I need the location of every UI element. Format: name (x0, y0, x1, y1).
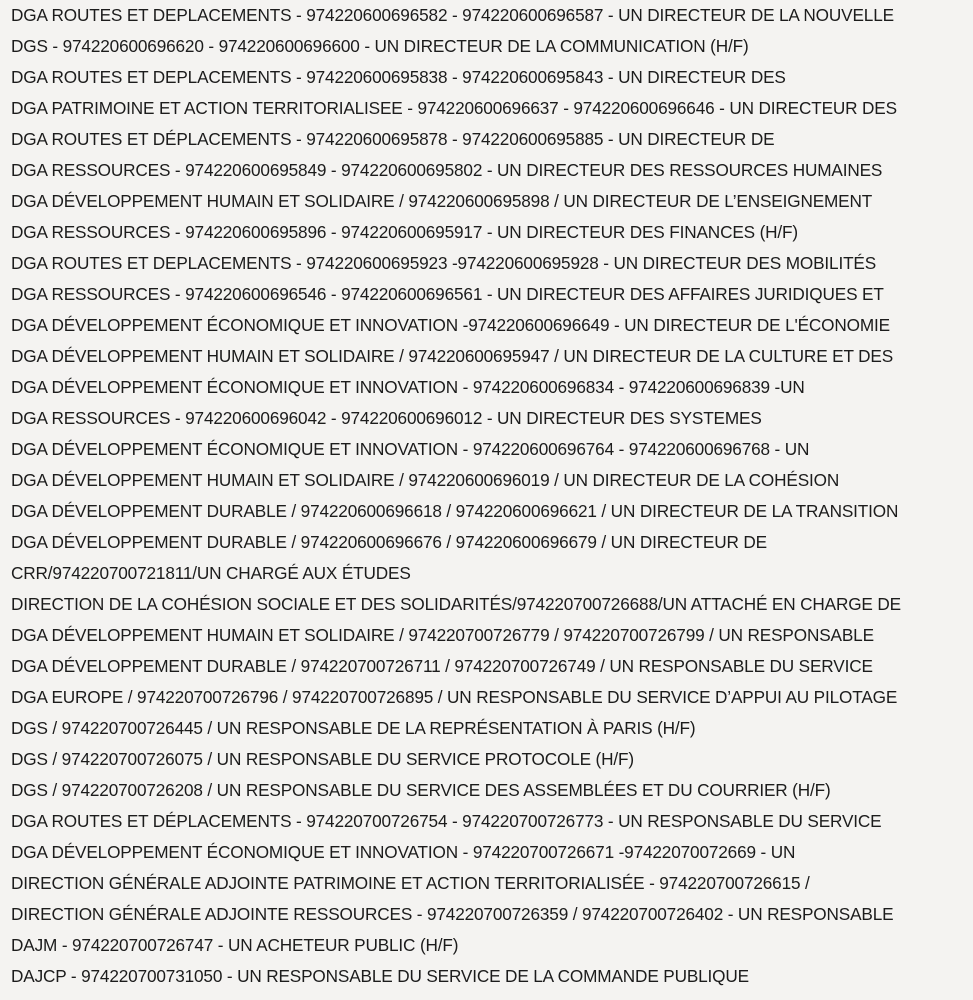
listing-line: CRR/974220700721811/UN CHARGÉ AUX ÉTUDES (11, 563, 411, 583)
listing-line: DGA ROUTES ET DEPLACEMENTS - 974220600696582 - 974220600696587 - UN DIRECTEUR DE LA NOUVELLE (11, 5, 894, 25)
listing-line: DGA DÉVELOPPEMENT HUMAIN ET SOLIDAIRE / 974220600695947 / UN DIRECTEUR DE LA CULTURE ET DES (11, 346, 894, 366)
listing-line: DGA DÉVELOPPEMENT HUMAIN ET SOLIDAIRE / 974220600696019 / UN DIRECTEUR DE LA COHÉSION (11, 470, 840, 490)
listing-line: DIRECTION GÉNÉRALE ADJOINTE RESSOURCES - 974220700726359 / 974220700726402 - UN RESPONSABLE (11, 904, 894, 924)
listing-line: DGA DÉVELOPPEMENT DURABLE / 974220600696618 / 974220600696621 / UN DIRECTEUR DE LA TRANSITION (11, 501, 899, 521)
listing-line: DIRECTION DE LA COHÉSION SOCIALE ET DES SOLIDARITÉS/974220700726688/UN ATTACHÉ EN CHARGE DE (11, 594, 901, 614)
listing-line: DGS - 974220600696620 - 974220600696600 - UN DIRECTEUR DE LA COMMUNICATION (H/F) (11, 36, 749, 56)
listing-line: DGA RESSOURCES - 974220600696042 - 974220600696012 - UN DIRECTEUR DES SYSTEMES (11, 408, 762, 428)
listing-line: DAJCP - 974220700731050 - UN RESPONSABLE DU SERVICE DE LA COMMANDE PUBLIQUE (11, 966, 749, 986)
listing-line: DGA PATRIMOINE ET ACTION TERRITORIALISEE - 974220600696637 - 974220600696646 - UN DIRECTEUR DES (11, 98, 897, 118)
listing-line: DGA DÉVELOPPEMENT DURABLE / 974220600696676 / 974220600696679 / UN DIRECTEUR DE (11, 532, 767, 552)
listing-line: DGA DÉVELOPPEMENT HUMAIN ET SOLIDAIRE / 974220700726779 / 974220700726799 / UN RESPONSABLE (11, 625, 874, 645)
listing-line: DIRECTION GÉNÉRALE ADJOINTE PATRIMOINE ET ACTION TERRITORIALISÉE - 974220700726615 / (11, 873, 810, 893)
listing-line: DGA ROUTES ET DEPLACEMENTS - 974220600695923 -974220600695928 - UN DIRECTEUR DES MOBILITÉS (11, 253, 877, 273)
listing-line: DGA ROUTES ET DÉPLACEMENTS - 974220600695878 - 974220600695885 - UN DIRECTEUR DE (11, 129, 775, 149)
listing-line: DGA ROUTES ET DÉPLACEMENTS - 974220700726754 - 974220700726773 - UN RESPONSABLE DU SERVICE (11, 811, 882, 831)
listing-line: DAJM - 974220700726747 - UN ACHETEUR PUBLIC (H/F) (11, 935, 459, 955)
listing-line: DGS / 974220700726445 / UN RESPONSABLE DE LA REPRÉSENTATION À PARIS (H/F) (11, 718, 696, 738)
listing-line: DGA DÉVELOPPEMENT DURABLE / 974220700726711 / 974220700726749 / UN RESPONSABLE DU SERVICE (11, 656, 873, 676)
listing-line: DGA ROUTES ET DEPLACEMENTS - 974220600695838 - 974220600695843 - UN DIRECTEUR DES (11, 67, 786, 87)
listing-line: DGS / 974220700726075 / UN RESPONSABLE DU SERVICE PROTOCOLE (H/F) (11, 749, 634, 769)
listing-line: DGA RESSOURCES - 974220600695849 - 974220600695802 - UN DIRECTEUR DES RESSOURCES HUMAINES (11, 160, 883, 180)
listing-line: DGA DÉVELOPPEMENT ÉCONOMIQUE ET INNOVATION - 974220600696834 - 974220600696839 -UN (11, 377, 805, 397)
listing-line: DGA RESSOURCES - 974220600695896 - 974220600695917 - UN DIRECTEUR DES FINANCES (H/F) (11, 222, 798, 242)
listing-line: DGA RESSOURCES - 974220600696546 - 974220600696561 - UN DIRECTEUR DES AFFAIRES JURIDIQUES ET (11, 284, 884, 304)
listing-line: DGA DÉVELOPPEMENT ÉCONOMIQUE ET INNOVATION -974220600696649 - UN DIRECTEUR DE L'ÉCONOMIE (11, 315, 890, 335)
listing-line: DGA DÉVELOPPEMENT HUMAIN ET SOLIDAIRE / 974220600695898 / UN DIRECTEUR DE L’ENSEIGNEMENT (11, 191, 873, 211)
listing-line: DGA DÉVELOPPEMENT ÉCONOMIQUE ET INNOVATION - 974220600696764 - 974220600696768 - UN (11, 439, 810, 459)
listing-line: DGA EUROPE / 974220700726796 / 974220700726895 / UN RESPONSABLE DU SERVICE D’APPUI AU PILOTAGE (11, 687, 898, 707)
listing-line: DGS / 974220700726208 / UN RESPONSABLE DU SERVICE DES ASSEMBLÉES ET DU COURRIER (H/F) (11, 780, 831, 800)
listing-line: DGA DÉVELOPPEMENT ÉCONOMIQUE ET INNOVATION - 974220700726671 -97422070072669 - UN (11, 842, 796, 862)
